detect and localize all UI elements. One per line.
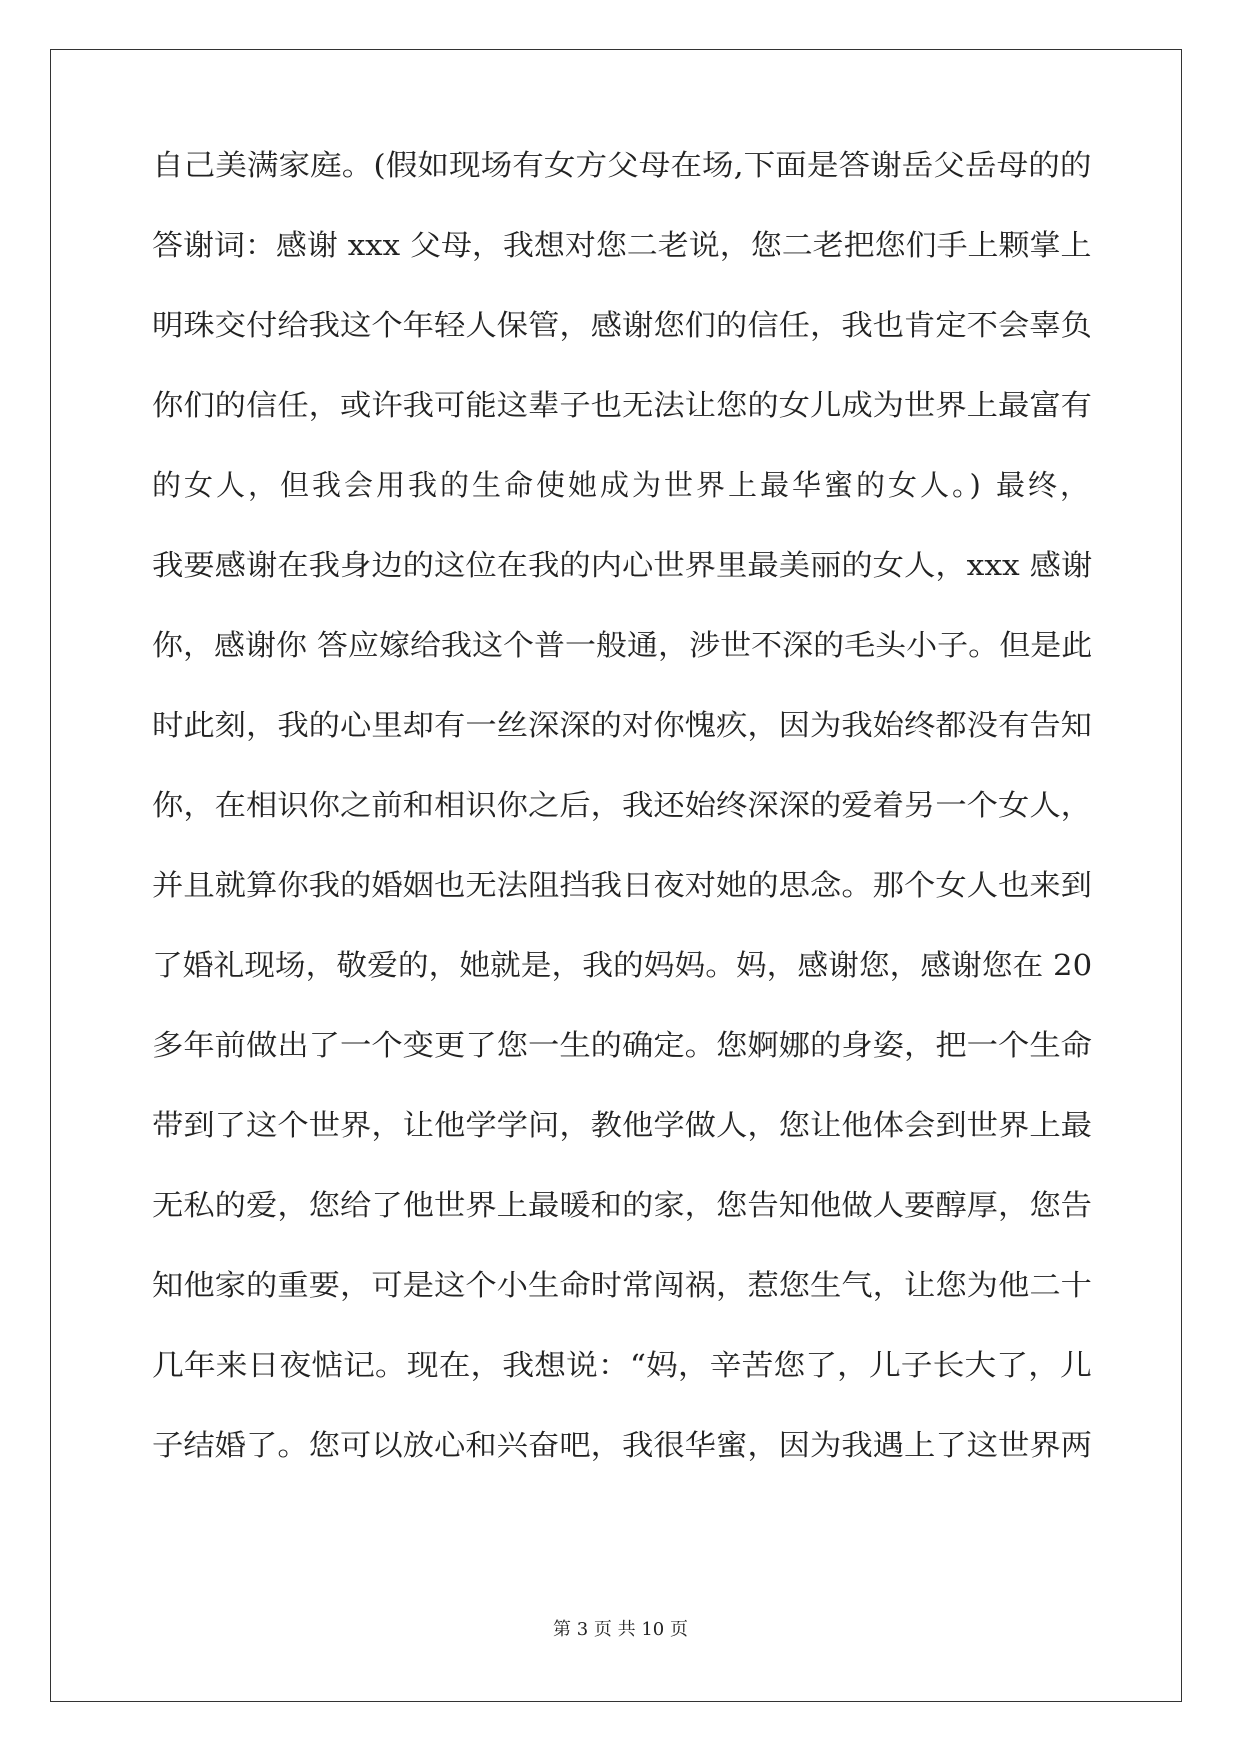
text-line: 了婚礼现场，敬爱的，她就是，我的妈妈。妈，感谢您，感谢您在 20: [152, 948, 1093, 982]
text-line: 我要感谢在我身边的这位在我的内心世界里最美丽的女人，xxx 感谢: [152, 548, 1093, 582]
text-line: 多年前做出了一个变更了您一生的确定。您婀娜的身姿，把一个生命: [152, 1028, 1093, 1062]
page-number: 第 3 页 共 10 页: [553, 1619, 688, 1640]
text-line: 知他家的重要，可是这个小生命时常闯祸，惹您生气，让您为他二十: [152, 1268, 1093, 1302]
text-line: 并且就算你我的婚姻也无法阻挡我日夜对她的思念。那个女人也来到: [152, 868, 1093, 902]
text-line: 的女人，但我会用我的生命使她成为世界上最华蜜的女人。) 最终，: [152, 468, 1093, 502]
text-line: 自己美满家庭。(假如现场有女方父母在场,下面是答谢岳父岳母的的: [152, 148, 1092, 182]
text-line: 明珠交付给我这个年轻人保管，感谢您们的信任，我也肯定不会辜负: [152, 308, 1093, 342]
text-line: 时此刻，我的心里却有一丝深深的对你愧疚，因为我始终都没有告知: [152, 708, 1093, 742]
text-line: 你，感谢你 答应嫁给我这个普一般通，涉世不深的毛头小子。但是此: [152, 628, 1093, 662]
text-line: 几年来日夜惦记。现在，我想说：“妈，辛苦您了，儿子长大了，儿: [152, 1348, 1092, 1382]
text-line: 你，在相识你之前和相识你之后，我还始终深深的爱着另一个女人，: [152, 788, 1093, 822]
text-line: 无私的爱，您给了他世界上最暖和的家，您告知他做人要醇厚，您告: [152, 1188, 1093, 1222]
text-line: 子结婚了。您可以放心和兴奋吧，我很华蜜，因为我遇上了这世界两: [152, 1428, 1093, 1462]
text-line: 答谢词：感谢 xxx 父母，我想对您二老说，您二老把您们手上颗掌上: [152, 228, 1092, 262]
text-line: 你们的信任，或许我可能这辈子也无法让您的女儿成为世界上最富有: [152, 388, 1093, 422]
text-line: 带到了这个世界，让他学学问，教他学做人，您让他体会到世界上最: [152, 1108, 1093, 1142]
